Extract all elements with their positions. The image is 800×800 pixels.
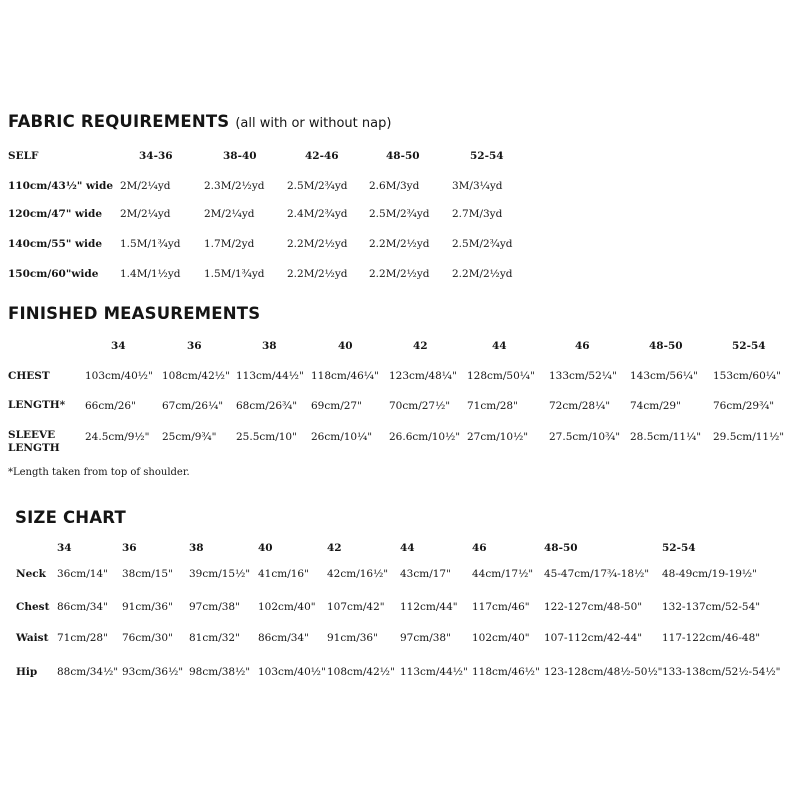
size-chart-cell: 108cm/42½" xyxy=(327,666,395,678)
finished-cell: 26.6cm/10½" xyxy=(389,431,461,443)
fabric-row-label: 120cm/47" wide xyxy=(8,208,103,220)
size-chart-size-header: 36 xyxy=(122,542,137,554)
size-chart-cell: 102cm/40" xyxy=(472,632,530,644)
finished-cell: 26cm/10¼" xyxy=(311,431,373,443)
finished-size-header: 38 xyxy=(262,340,277,352)
fabric-cell: 2M/2¼yd xyxy=(120,208,171,220)
finished-cell: 108cm/42½" xyxy=(162,370,230,382)
fabric-cell: 1.4M/1½yd xyxy=(120,268,181,280)
size-chart-row-label: Chest xyxy=(16,601,50,613)
finished-cell: 27.5cm/10¾" xyxy=(549,431,621,443)
size-chart-cell: 71cm/28" xyxy=(57,632,108,644)
finished-cell: 25.5cm/10" xyxy=(236,431,297,443)
fabric-cell: 1.5M/1¾yd xyxy=(120,238,181,250)
finished-measurements-title: FINISHED MEASUREMENTS xyxy=(8,304,261,323)
size-chart-cell: 133-138cm/52½-54½" xyxy=(662,666,781,678)
finished-cell: 68cm/26¾" xyxy=(236,400,298,412)
size-chart-cell: 41cm/16" xyxy=(258,568,309,580)
finished-cell: 128cm/50¼" xyxy=(467,370,535,382)
size-chart-cell: 91cm/36" xyxy=(327,632,378,644)
fabric-row-label: 140cm/55" wide xyxy=(8,238,103,250)
size-chart-title: SIZE CHART xyxy=(15,508,126,527)
size-chart-cell: 39cm/15½" xyxy=(189,568,251,580)
finished-cell: 123cm/48¼" xyxy=(389,370,457,382)
finished-cell: 69cm/27" xyxy=(311,400,362,412)
size-chart-cell: 91cm/36" xyxy=(122,601,173,613)
size-chart-size-header: 44 xyxy=(400,542,415,554)
size-chart-cell: 48-49cm/19-19½" xyxy=(662,568,757,580)
size-chart-cell: 98cm/38½" xyxy=(189,666,251,678)
fabric-cell: 2.6M/3yd xyxy=(369,180,420,192)
fabric-cell: 2.2M/2½yd xyxy=(369,238,430,250)
finished-cell: 143cm/56¼" xyxy=(630,370,698,382)
size-chart-cell: 76cm/30" xyxy=(122,632,173,644)
size-chart-row-label: Waist xyxy=(16,632,49,644)
finished-cell: 72cm/28¼" xyxy=(549,400,611,412)
size-chart-cell: 103cm/40½" xyxy=(258,666,326,678)
finished-size-header: 36 xyxy=(187,340,202,352)
size-chart-size-header: 34 xyxy=(57,542,72,554)
size-chart-cell: 45-47cm/17¾-18½" xyxy=(544,568,650,580)
size-chart-size-header: 40 xyxy=(258,542,273,554)
finished-cell: 113cm/44½" xyxy=(236,370,304,382)
size-chart-cell: 97cm/38" xyxy=(189,601,240,613)
finished-size-header: 34 xyxy=(111,340,126,352)
finished-cell: 70cm/27½" xyxy=(389,400,451,412)
size-chart-cell: 112cm/44" xyxy=(400,601,458,613)
size-chart-cell: 38cm/15" xyxy=(122,568,173,580)
size-chart-row-label: Neck xyxy=(16,568,46,580)
finished-size-header: 40 xyxy=(338,340,353,352)
finished-cell: 133cm/52¼" xyxy=(549,370,617,382)
fabric-size-header: 52-54 xyxy=(470,150,504,162)
fabric-cell: 2.5M/2¾yd xyxy=(369,208,430,220)
size-chart-cell: 42cm/16½" xyxy=(327,568,389,580)
fabric-requirements-heading xyxy=(8,112,391,131)
finished-size-header: 44 xyxy=(492,340,507,352)
fabric-cell: 2.5M/2¾yd xyxy=(287,180,348,192)
size-chart-cell: 44cm/17½" xyxy=(472,568,534,580)
fabric-size-header: 48-50 xyxy=(386,150,420,162)
size-chart-cell: 122-127cm/48-50" xyxy=(544,601,643,613)
fabric-cell: 2.5M/2¾yd xyxy=(452,238,513,250)
finished-cell: 74cm/29" xyxy=(630,400,681,412)
fabric-cell: 2.4M/2¾yd xyxy=(287,208,348,220)
fabric-cell: 2.2M/2½yd xyxy=(369,268,430,280)
finished-row-label: SLEEVE LENGTH xyxy=(8,429,60,454)
fabric-cell: 2.2M/2½yd xyxy=(287,238,348,250)
fabric-cell: 2.2M/2½yd xyxy=(287,268,348,280)
fabric-cell: 3M/3¼yd xyxy=(452,180,503,192)
size-chart-row-label: Hip xyxy=(16,666,38,678)
fabric-cell: 1.7M/2yd xyxy=(204,238,255,250)
finished-size-header: 46 xyxy=(575,340,590,352)
finished-cell: 27cm/10½" xyxy=(467,431,529,443)
size-chart-cell: 81cm/32" xyxy=(189,632,240,644)
finished-size-header: 52-54 xyxy=(732,340,766,352)
size-chart-cell: 117cm/46" xyxy=(472,601,530,613)
finished-cell: 66cm/26" xyxy=(85,400,136,412)
finished-cell: 153cm/60¼" xyxy=(713,370,781,382)
fabric-size-header: 38-40 xyxy=(223,150,257,162)
fabric-cell: 2.2M/2½yd xyxy=(452,268,513,280)
fabric-row-label: 150cm/60"wide xyxy=(8,268,99,280)
size-chart-cell: 107cm/42" xyxy=(327,601,385,613)
size-chart-cell: 86cm/34" xyxy=(57,601,108,613)
size-chart-size-header: 48-50 xyxy=(544,542,578,554)
size-chart-cell: 107-112cm/42-44" xyxy=(544,632,643,644)
finished-size-header: 42 xyxy=(413,340,428,352)
size-chart-cell: 36cm/14" xyxy=(57,568,108,580)
finished-cell: 118cm/46¼" xyxy=(311,370,379,382)
size-chart-cell: 97cm/38" xyxy=(400,632,451,644)
fabric-cell: 2M/2¼yd xyxy=(120,180,171,192)
size-chart-cell: 117-122cm/46-48" xyxy=(662,632,761,644)
size-chart-cell: 88cm/34½" xyxy=(57,666,119,678)
size-chart-size-header: 42 xyxy=(327,542,342,554)
finished-cell: 25cm/9¾" xyxy=(162,431,217,443)
finished-row-label: LENGTH* xyxy=(8,399,66,411)
size-chart-cell: 102cm/40" xyxy=(258,601,316,613)
fabric-size-header: 34-36 xyxy=(139,150,173,162)
fabric-cell: 2.7M/3yd xyxy=(452,208,503,220)
fabric-requirements-title: FABRIC REQUIREMENTS xyxy=(8,112,230,131)
fabric-size-header: 42-46 xyxy=(305,150,339,162)
finished-footnote: *Length taken from top of shoulder. xyxy=(8,467,190,478)
finished-cell: 76cm/29¾" xyxy=(713,400,775,412)
finished-row-label: CHEST xyxy=(8,370,50,382)
size-chart-size-header: 52-54 xyxy=(662,542,696,554)
finished-cell: 28.5cm/11¼" xyxy=(630,431,702,443)
fabric-corner-label: SELF xyxy=(8,150,39,162)
size-chart-cell: 118cm/46½" xyxy=(472,666,540,678)
size-chart-cell: 132-137cm/52-54" xyxy=(662,601,761,613)
size-chart-cell: 113cm/44½" xyxy=(400,666,468,678)
finished-cell: 103cm/40½" xyxy=(85,370,153,382)
finished-cell: 24.5cm/9½" xyxy=(85,431,150,443)
finished-cell: 67cm/26¼" xyxy=(162,400,224,412)
size-chart-size-header: 38 xyxy=(189,542,204,554)
fabric-cell: 2M/2¼yd xyxy=(204,208,255,220)
size-chart-cell: 86cm/34" xyxy=(258,632,309,644)
fabric-cell: 1.5M/1¾yd xyxy=(204,268,265,280)
finished-size-header: 48-50 xyxy=(649,340,683,352)
size-chart-size-header: 46 xyxy=(472,542,487,554)
finished-cell: 29.5cm/11½" xyxy=(713,431,785,443)
size-chart-cell: 123-128cm/48½-50½" xyxy=(544,666,663,678)
fabric-row-label: 110cm/43½" wide xyxy=(8,180,113,192)
size-chart-cell: 93cm/36½" xyxy=(122,666,184,678)
size-chart-cell: 43cm/17" xyxy=(400,568,451,580)
finished-cell: 71cm/28" xyxy=(467,400,518,412)
fabric-requirements-note: (all with or without nap) xyxy=(235,116,392,131)
fabric-cell: 2.3M/2½yd xyxy=(204,180,265,192)
